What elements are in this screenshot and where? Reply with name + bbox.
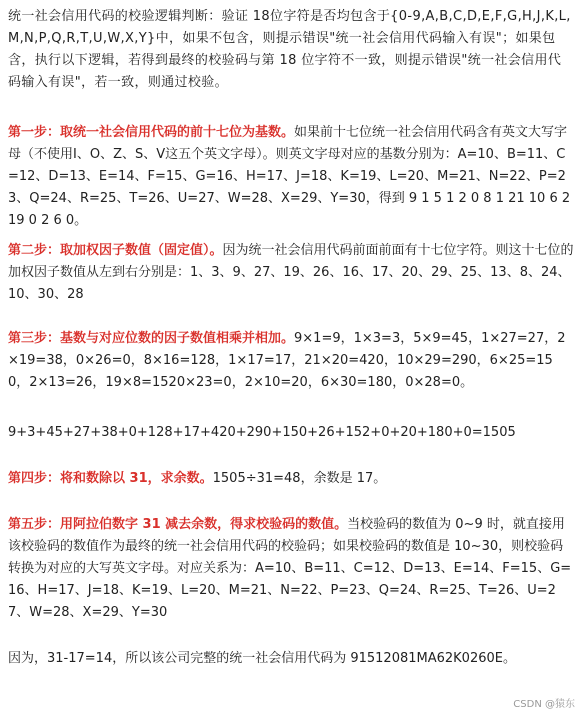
- step4-body: 1505÷31=48，余数是 17。: [212, 471, 387, 486]
- step2-heading: 第二步：取加权因子数值（固定值）。: [8, 243, 223, 258]
- step2-body: 因为统一社会信用代码前面前面有十七位字符。则这十七位的加权因子数值从左到右分别是：1、3、9、27、19、26、16、17、20、29、25、13、8、24、10、30、28: [8, 243, 574, 302]
- step1-body: 如果前十七位统一社会信用代码含有英文大写字母（不使用I、O、Z、S、V这五个英文字母）。则英文字母对应的基数分别为：A=10、B=11、C=12、D=13、E=14、F=15、G=16、H=17、J=18、K=19、L=20、M=21、N=22、P=23、Q=24、R=25、T=26、U=27、W=28、X=29、Y=30，得到 9 1 5 1 2 0 8 1 21 10 6 2 19 0 2 6 0。: [8, 125, 571, 228]
- step3-paragraph: [8, 328, 574, 394]
- step1-heading: 第一步：取统一社会信用代码的前十七位为基数。: [8, 125, 295, 140]
- sum-paragraph: 9+3+45+27+38+0+128+17+420+290+150+26+152+0+20+180+0=1505: [8, 425, 516, 440]
- step5-body: 当校验码的数值为 0~9 时，就直接用该校验码的数值作为最终的统一社会信用代码的校验码；如果校验码的数值是 10~30，则校验码转换为对应的大写英文字母。对应关系为：A=10、B=11、C=12、D=13、E=14、F=15、G=16、H=17、J=18、K=19、L=20、M=21、N=22、P=23、Q=24、R=25、T=26、U=27、W=28、X=29、Y=30: [8, 517, 572, 620]
- watermark: CSDN @猿东: [513, 699, 575, 710]
- article-body: [8, 6, 574, 670]
- step3-body: 9×1=9，1×3=3，5×9=45，1×27=27，2×19=38，0×26=0，8×16=128，1×17=17，21×20=420，10×29=290，6×25=150，2×13=26，19×8=1520×23=0，2×10=20，6×30=180，0×28=0。: [8, 331, 566, 390]
- step3-heading: 第三步：基数与对应位数的因子数值相乘并相加。: [8, 331, 295, 346]
- step4-heading: 第四步：将和数除以 31，求余数。: [8, 471, 213, 486]
- step1-paragraph: [8, 122, 574, 232]
- step4-paragraph: [8, 468, 574, 490]
- step2-paragraph: [8, 240, 574, 306]
- step5-heading: 第五步：用阿拉伯数字 31 减去余数，得求校验码的数值。: [8, 517, 348, 532]
- final-paragraph: 因为，31-17=14，所以该公司完整的统一社会信用代码为 91512081MA62K0260E。: [8, 651, 516, 666]
- step5-paragraph: [8, 514, 574, 624]
- intro-paragraph: 统一社会信用代码的校验逻辑判断：验证 18位字符是否均包含于{0-9,A,B,C,D,E,F,G,H,J,K,L,M,N,P,Q,R,T,U,W,X,Y}中，如果不包含，则提示错误"统一社会信用代码输入有误"；如果包含，执行以下逻辑，若得到最终的校验码与第 18 位字符不一致，则提示错误"统一社会信用代码输入有误"，若一致，则通过校验。: [8, 9, 571, 90]
